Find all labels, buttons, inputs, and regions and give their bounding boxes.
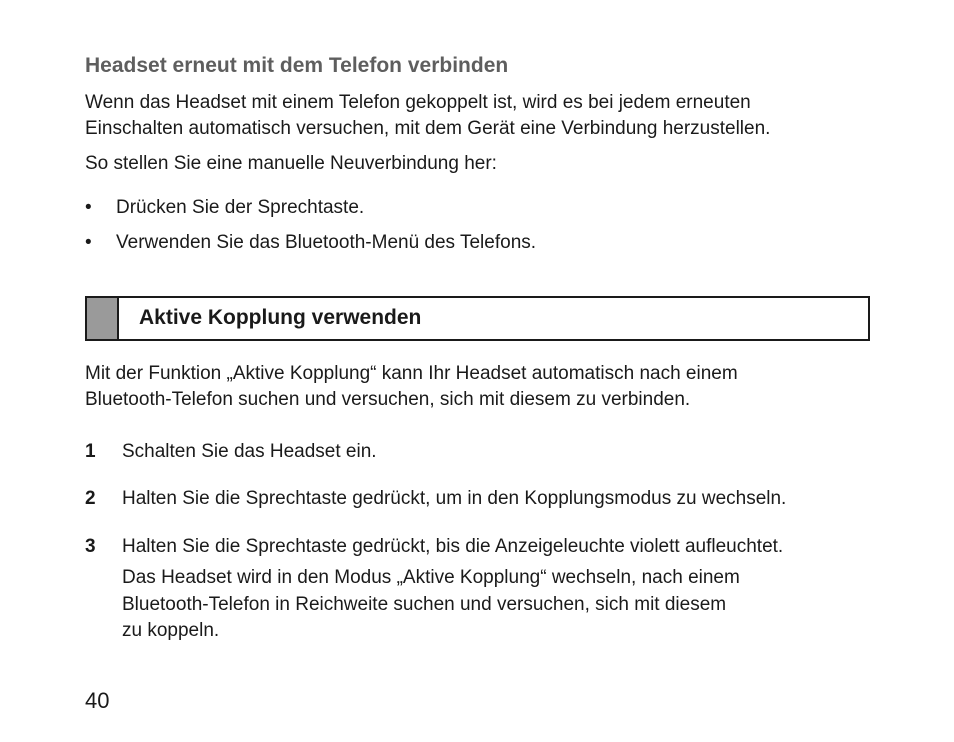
manual-reconnect-prompt: So stellen Sie eine manuelle Neuverbindung her: (85, 153, 497, 174)
bullet-text: Verwenden Sie das Bluetooth-Menü des Telefons. (116, 232, 537, 253)
bullet-marker: • (85, 232, 92, 253)
step-3-detail-line-3: zu koppeln. (122, 620, 220, 641)
active-pairing-intro-line-2: Bluetooth-Telefon suchen und versuchen, sich mit diesem zu verbinden. (85, 389, 691, 410)
reconnect-intro-paragraph (85, 90, 770, 142)
step-3-detail-line-1: Das Headset wird in den Modus „Aktive Kopplung“ wechseln, nach einem (122, 567, 740, 588)
step-3-detail-line-2: Bluetooth-Telefon in Reichweite suchen und versuchen, sich mit diesem (122, 593, 727, 615)
step-text: Halten Sie die Sprechtaste gedrückt, um in den Kopplungsmodus zu wechseln. (122, 488, 787, 509)
section-header-box (85, 296, 870, 341)
step-number: 1 (85, 441, 96, 462)
active-pairing-intro-line-1: Mit der Funktion „Aktive Kopplung“ kann Ihr Headset automatisch nach einem (85, 363, 738, 384)
step-text: Schalten Sie das Headset ein. (122, 441, 377, 462)
page-number: 40 (85, 688, 110, 713)
reconnect-intro-line-1: Wenn das Headset mit einem Telefon gekoppelt ist, wird es bei jedem erneuten (85, 92, 751, 113)
section-heading-active-pairing: Aktive Kopplung verwenden (139, 306, 422, 329)
step-number: 2 (85, 488, 96, 509)
step-text: Halten Sie die Sprechtaste gedrückt, bis die Anzeigeleuchte violett aufleuchtet. (122, 536, 784, 557)
reconnect-intro-line-2: Einschalten automatisch versuchen, mit dem Gerät eine Verbindung herzustellen. (85, 118, 771, 139)
bullet-marker: • (85, 197, 92, 218)
step-number: 3 (85, 536, 96, 557)
step-3-detail (122, 565, 740, 645)
bullet-text: Drücken Sie der Sprechtaste. (116, 197, 365, 218)
active-pairing-intro-paragraph (85, 361, 738, 413)
section-marker-block (87, 298, 119, 339)
section-heading-reconnect: Headset erneut mit dem Telefon verbinden (85, 54, 509, 77)
